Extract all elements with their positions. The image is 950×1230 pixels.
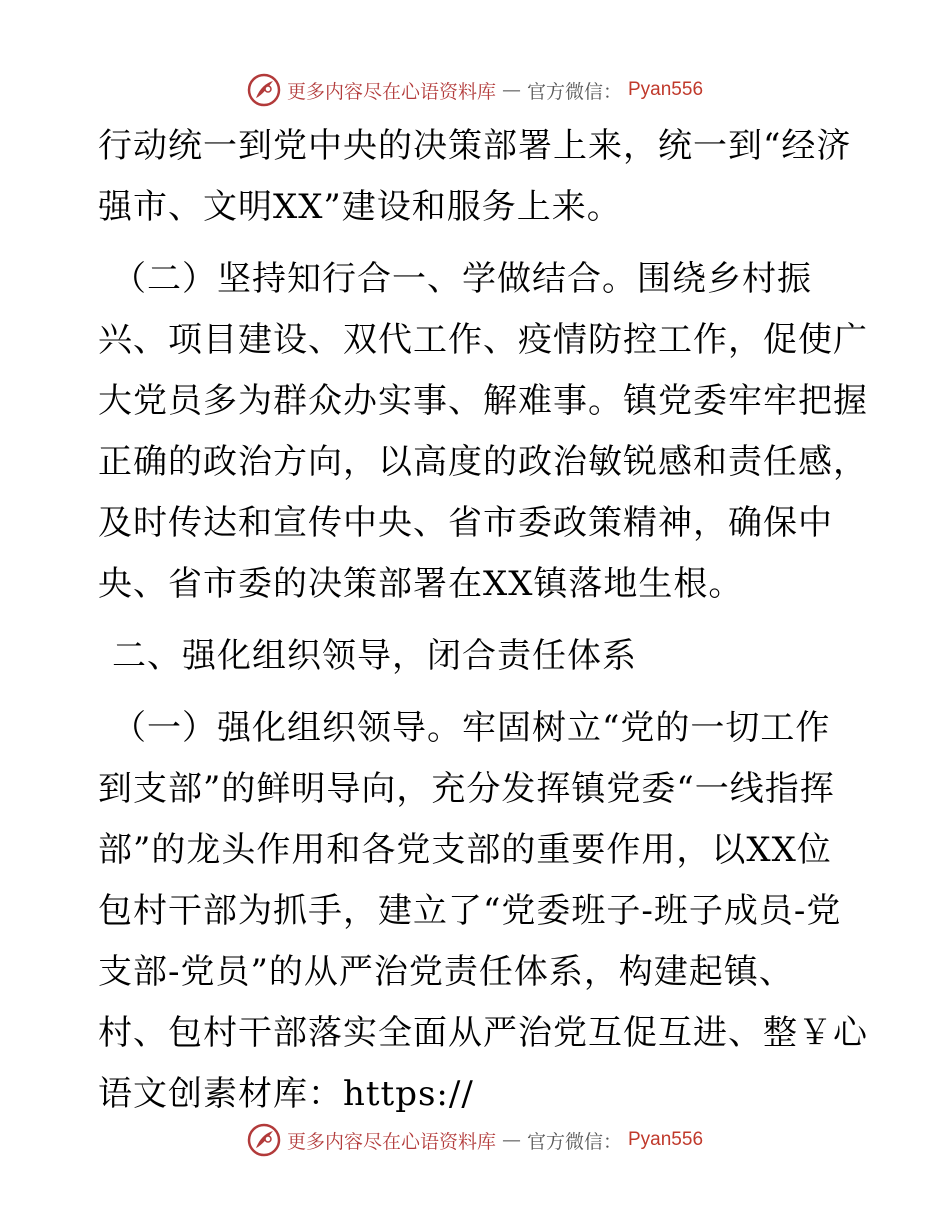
body-line: 兴、项目建设、双代工作、疫情防控工作，促使广 [98,320,868,360]
subsection-heading-line: （二）坚持知行合一、学做结合。围绕乡村振 [112,259,812,299]
body-line: 语文创素材库：https:// [98,1074,474,1114]
banner-wechat-id: Pyan556 [628,1129,704,1150]
body-line: 部”的龙头作用和各党支部的重要作用，以XX位 [98,830,832,870]
banner-site-text: 更多内容尽在心语资料库 [286,80,496,103]
footer-watermark-banner [0,1120,950,1160]
body-line: 行动统一到党中央的决策部署上来，统一到“经济 [98,126,852,166]
body-line: 强市、文明XX”建设和服务上来。 [98,187,622,227]
body-line: 到支部”的鲜明导向，充分发挥镇党委“一线指挥 [98,769,835,809]
banner-dash: — [501,79,521,101]
subsection-heading-line: （一）强化组织领导。牢固树立“党的一切工作 [112,708,831,748]
section-heading: 二、强化组织领导，闭合责任体系 [112,636,637,676]
quill-logo-icon [247,73,281,107]
body-line: 及时传达和宣传中央、省市委政策精神，确保中 [98,503,833,543]
header-watermark-banner [0,70,950,110]
body-line: 大党员多为群众办实事、解难事。镇党委牢牢把握 [98,381,868,421]
body-line: 支部-党员”的从严治党责任体系，构建起镇、 [98,952,794,992]
banner-site-text: 更多内容尽在心语资料库 [286,1130,496,1153]
body-line: 正确的政治方向，以高度的政治敏锐感和责任感， [98,442,868,482]
body-line: 村、包村干部落实全面从严治党互促互进、整￥心 [98,1013,868,1053]
banner-wechat-id: Pyan556 [628,79,704,100]
body-line: 包村干部为抓手，建立了“党委班子-班子成员-党 [98,891,842,931]
quill-logo-icon [247,1123,281,1157]
banner-dash: — [501,1129,521,1151]
body-line: 央、省市委的决策部署在XX镇落地生根。 [98,564,744,604]
banner-wechat-label: 官方微信： [526,80,622,103]
document-body [98,116,868,1125]
banner-wechat-label: 官方微信： [526,1130,622,1153]
